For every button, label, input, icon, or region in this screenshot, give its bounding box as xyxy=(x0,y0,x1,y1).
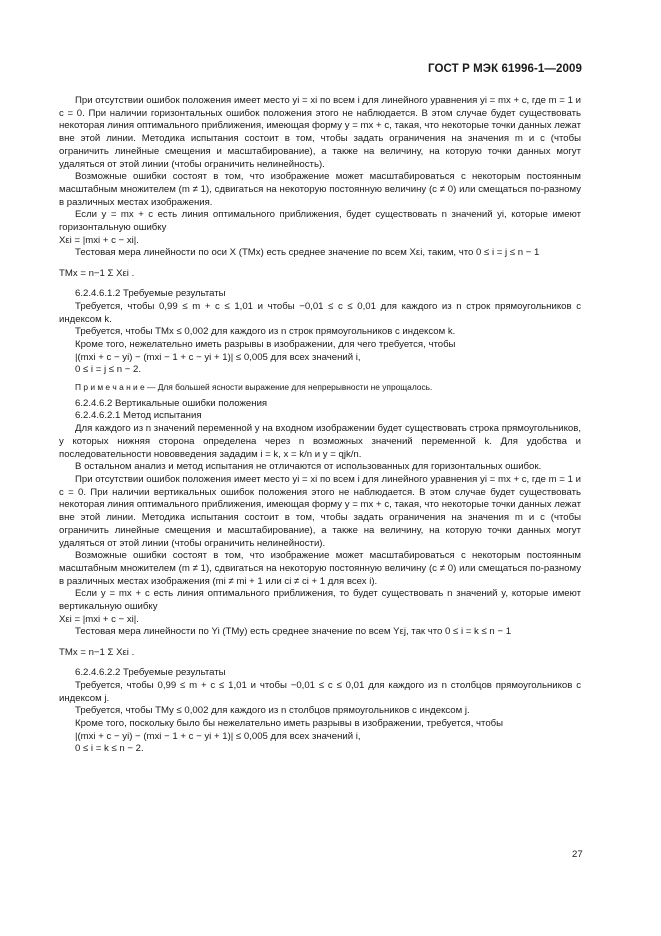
paragraph: Тестовая мера линейности по Yi (TMy) есть среднее значение по всем Yεj, так что 0 ≤ i = k ≤ n − 1 xyxy=(75,626,512,638)
paragraph: В остальном анализ и метод испытания не отличаются от использованных для горизонтальных ошибок. xyxy=(75,461,542,473)
paragraph: Тестовая мера линейности по оси X (TMx) есть среднее значение по всем Xεi, таким, что 0 ≤ i = j ≤ n − 1 xyxy=(75,247,540,259)
paragraph: Кроме того, поскольку было бы нежелательно иметь разрывы в изображении, требуется, чтобы xyxy=(75,717,504,729)
paragraph: Если y = mx + c есть линия оптимального приближения, то будет существовать n значений y, которые имеют вертикальную ошибку xyxy=(59,588,581,613)
section-heading: 6.2.4.6.2 Вертикальные ошибки положения xyxy=(75,397,268,409)
document-header: ГОСТ Р МЭК 61996-1—2009 xyxy=(428,63,582,75)
paragraph: Для каждого из n значений переменной y на входном изображении будет существовать строка прямоугольников, у которых нижняя сторона определена через n возможных значений переменной k. Для удобства и последовательности нововведения зададим i = k, x = k/n и y = qjk/n. xyxy=(59,423,581,460)
paragraph: Возможные ошибки состоят в том, что изображение может масштабироваться с некоторым постоянным масштабным множителем (m ≠ 1), сдвигаться на некоторую постоянную величину (c ≠ 0) или смещаться по-разному в различных местах изображения. xyxy=(59,171,581,208)
section-heading: 6.2.4.6.2.1 Метод испытания xyxy=(75,410,202,422)
formula: TMx = n−1 Σ Xεi . xyxy=(59,268,135,280)
paragraph: При отсутствии ошибок положения имеет место yi = xi по всем i для линейного уравнения yi = mx + c, где m = 1 и c = 0. При наличии горизонтальных ошибок положения этого не наблюдается. В этом случае будет существовать некоторая линия оптимального приближения, имеющая форму y = mx + c, такая, что некоторые точки данных лежат вне этой линии. Методика испытания состоит в том, чтобы задать ограничения на значения m и c (чтобы ограничить линейные смещения и масштабирование), а также на величину, на которую точки данных могут удаляться от этой линии (чтобы ограничить нелинейность). xyxy=(59,95,581,170)
paragraph: Кроме того, нежелательно иметь разрывы в изображении, для чего требуется, чтобы xyxy=(75,338,456,350)
paragraph: Требуется, чтобы TMx ≤ 0,002 для каждого из n строк прямоугольников с индексом k. xyxy=(75,326,456,338)
formula: |(mxi + c − yi) − (mxi − 1 + c − yi + 1)| ≤ 0,005 для всех значений i, xyxy=(75,351,361,363)
paragraph: Требуется, чтобы 0,99 ≤ m + c ≤ 1,01 и чтобы −0,01 ≤ c ≤ 0,01 для каждого из n строк прямоугольников с индексом k. xyxy=(59,300,581,325)
page-number: 27 xyxy=(572,849,583,860)
formula: Xεi = |mxi + c − xi|. xyxy=(59,613,139,625)
paragraph: Требуется, чтобы TMy ≤ 0,002 для каждого из n столбцов прямоугольников с индексом j. xyxy=(75,705,470,717)
paragraph: При отсутствии ошибок положения имеет место yi = xi по всем i для линейного уравнения yi = mx + c, где m = 1 и c = 0. При наличии вертикальных ошибок положения этого не наблюдается. В этом случае будет существовать некоторая линия оптимального приближения, имеющая форму y = mx + c, такая, что некоторые точки данных лежат вне этой линии. Методика испытания состоит в том, чтобы задать ограничения на значения m и c (чтобы ограничить линейные смещения и масштабирование), а также на величину, на которую точки данных могут удаляться от этой линии (чтобы ограничить нелинейности). xyxy=(59,473,581,549)
formula: TMx = n−1 Σ Xεi . xyxy=(59,647,135,659)
paragraph: Требуется, чтобы 0,99 ≤ m + c ≤ 1,01 и чтобы −0,01 ≤ c ≤ 0,01 для каждого из n столбцов прямоугольников с индексом j. xyxy=(59,679,581,704)
document-body xyxy=(59,95,581,756)
formula: 0 ≤ i = j ≤ n − 2. xyxy=(75,364,141,376)
section-heading: 6.2.4.6.2.2 Требуемые результаты xyxy=(75,667,226,679)
paragraph: Если y = mx + c есть линия оптимального приближения, будет существовать n значений yi, которые имеют горизонтальную ошибку xyxy=(59,209,581,234)
formula: 0 ≤ i = k ≤ n − 2. xyxy=(75,743,144,755)
formula: |(mxi + c − yi) − (mxi − 1 + c − yi + 1)| ≤ 0,005 для всех значений i, xyxy=(75,730,361,742)
note: П р и м е ч а н и е — Для большей ясности выражение для непрерывности не упрощалось. xyxy=(75,382,433,393)
paragraph: Возможные ошибки состоят в том, что изображение может масштабироваться с некоторым постоянным масштабным множителем (m ≠ 1), сдвигаться на некоторую постоянную величину (c ≠ 0) или смещаться по-разному в различных местах изображения (mi ≠ mi + 1 или ci ≠ ci + 1 для всех i). xyxy=(59,550,581,587)
formula: Xεi = |mxi + c − xi|. xyxy=(59,234,139,246)
section-heading: 6.2.4.6.1.2 Требуемые результаты xyxy=(75,288,226,300)
